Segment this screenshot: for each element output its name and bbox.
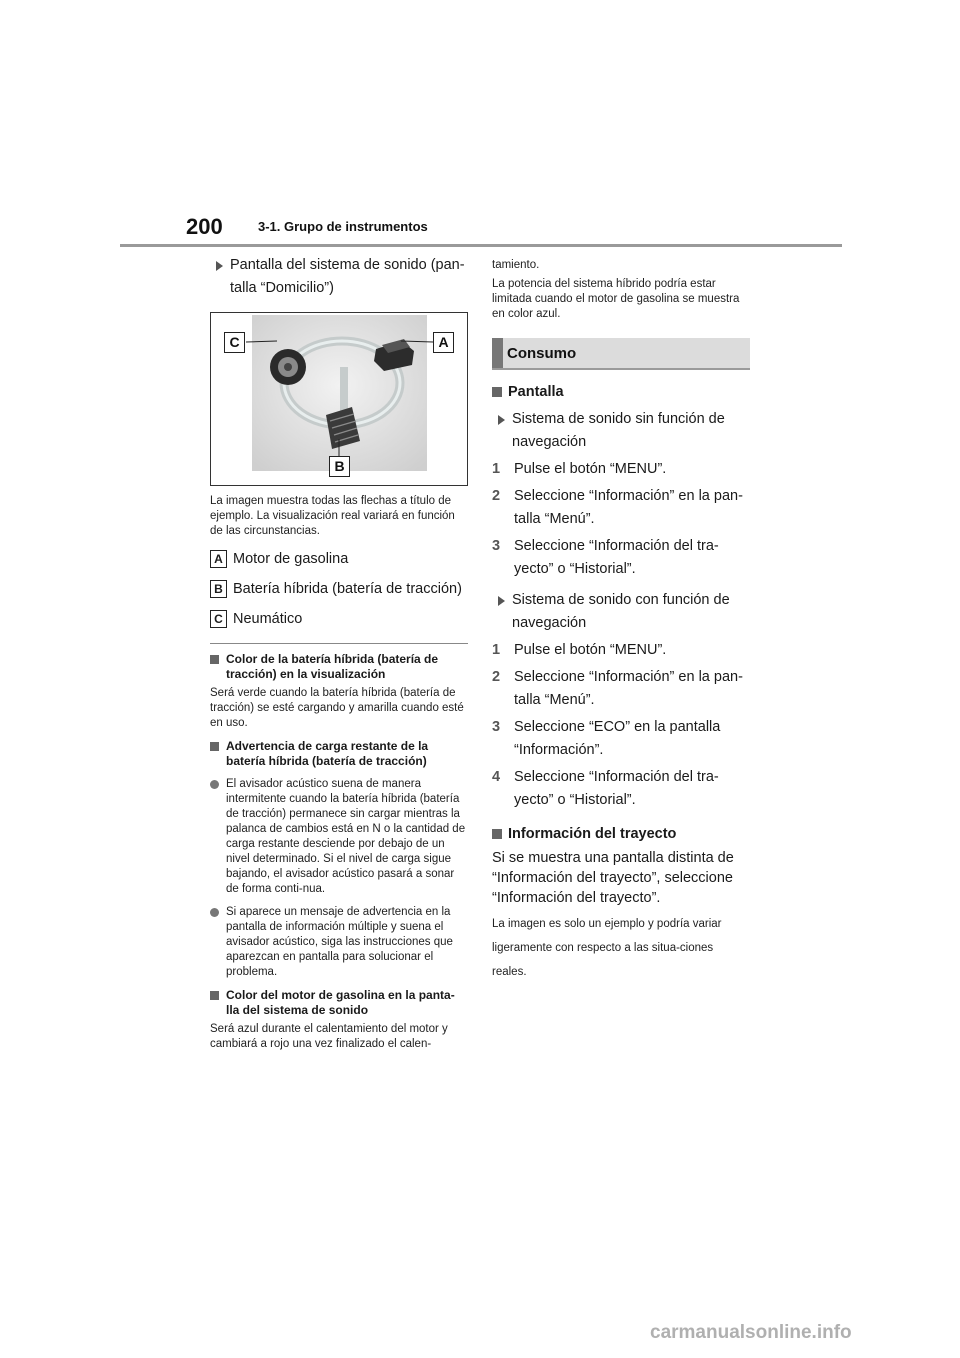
- circle-bullet-icon: [210, 908, 219, 917]
- step-number: 2: [492, 669, 501, 685]
- legend-key: B: [210, 580, 227, 598]
- legend-item-a: [210, 549, 468, 569]
- note-heading: [210, 739, 468, 769]
- legend-text: Neumático: [233, 611, 303, 627]
- arrow-icon: [498, 596, 505, 606]
- step-text: Pulse el botón “MENU”.: [514, 461, 667, 477]
- step-text: Seleccione “Información del tra-yecto” o “Historial”.: [514, 769, 719, 808]
- step-number: 1: [492, 461, 501, 477]
- nav-item-text: Sistema de sonido con función de navegación: [512, 592, 730, 631]
- step-text: Pulse el botón “MENU”.: [514, 642, 667, 658]
- intro-item: [210, 254, 468, 300]
- note-heading: [210, 652, 468, 682]
- step: [492, 766, 750, 812]
- circle-bullet-icon: [210, 780, 219, 789]
- legend-text: Motor de gasolina: [233, 551, 349, 567]
- page-number: 200: [186, 214, 223, 239]
- energy-monitor-photo: [252, 315, 427, 471]
- continued-text: tamiento.: [492, 259, 540, 271]
- legend-item-c: [210, 609, 468, 629]
- step-text: Seleccione “Información” en la pan-talla “Menú”.: [514, 488, 743, 527]
- square-bullet-icon: [210, 991, 219, 1000]
- no-nav-item: [492, 408, 750, 454]
- section-header: 3-1. Grupo de instrumentos: [258, 219, 428, 234]
- note-bullet-text: Si aparece un mensaje de advertencia en la pantalla de información múltiple y suena el avisador acústico, siga las instrucciones que aparezcan en pantalla para solucionar el problema.: [226, 906, 453, 978]
- note-body: Será verde cuando la batería híbrida (batería de tracción) se esté cargando y amarilla cuando esté en uso.: [210, 687, 464, 729]
- arrow-icon: [498, 415, 505, 425]
- legend-text: Batería híbrida (batería de tracción): [233, 581, 462, 597]
- trip-heading: [492, 824, 750, 844]
- energy-monitor-figure: [210, 312, 468, 486]
- section-divider: [210, 643, 468, 644]
- energy-flow-illustration: [252, 315, 427, 471]
- square-bullet-icon: [210, 655, 219, 664]
- callout-a: A: [433, 332, 454, 353]
- note-heading-text: Color de la batería híbrida (batería de tracción) en la visualización: [226, 652, 439, 681]
- figure-caption: La imagen muestra todas las flechas a título de ejemplo. La visualización real variará en función de las circunstancias.: [210, 495, 455, 537]
- legend-item-b: [210, 579, 468, 599]
- trip-heading-text: Información del trayecto: [508, 826, 677, 842]
- step-number: 3: [492, 538, 501, 554]
- step: [492, 535, 750, 581]
- callout-c: C: [224, 332, 245, 353]
- site-watermark: carmanualsonline.info: [650, 1322, 852, 1343]
- pantalla-heading-text: Pantalla: [508, 384, 564, 400]
- pantalla-heading: [492, 382, 750, 402]
- step-number: 1: [492, 642, 501, 658]
- callout-b: B: [329, 456, 350, 477]
- note-body: Será azul durante el calentamiento del motor y cambiará a rojo una vez finalizado el calen-: [210, 1023, 448, 1050]
- legend-key: A: [210, 550, 227, 568]
- section-tab-marker: [492, 338, 503, 368]
- limit-note: La potencia del sistema híbrido podría estar limitada cuando el motor de gasolina se muestra en color azul.: [492, 278, 740, 320]
- step-number: 3: [492, 719, 501, 735]
- note-heading-text: Advertencia de carga restante de la batería híbrida (batería de tracción): [226, 739, 429, 768]
- no-nav-item-text: Sistema de sonido sin función de navegación: [512, 411, 725, 450]
- arrow-icon: [216, 261, 223, 271]
- step: [492, 485, 750, 531]
- step-text: Seleccione “Información” en la pan-talla “Menú”.: [514, 669, 743, 708]
- note-bullet-text: El avisador acústico suena de manera intermitente cuando la batería híbrida (batería de tracción) permanece sin cargar mientras la palanca de cambios está en N o la cantidad de carga restante desciende por debajo de un nivel determinado. Si el nivel de carga sigue bajando, el avisador acústico pasará a sonar de forma conti-nua.: [226, 778, 466, 895]
- step: [492, 666, 750, 712]
- trip-note: La imagen es solo un ejemplo y podría variar ligeramente con respecto a las situa-ciones reales.: [492, 918, 722, 978]
- note-bullet: [210, 777, 468, 897]
- square-bullet-icon: [492, 829, 502, 839]
- section-title: Consumo: [507, 344, 577, 362]
- legend-key: C: [210, 610, 227, 628]
- step: [492, 639, 750, 662]
- square-bullet-icon: [210, 742, 219, 751]
- step-number: 2: [492, 488, 501, 504]
- trip-text: Si se muestra una pantalla distinta de “Información del trayecto”, seleccione “Información del trayecto”.: [492, 850, 734, 906]
- step-number: 4: [492, 769, 501, 785]
- note-bullet: [210, 905, 468, 980]
- right-column: [492, 254, 750, 984]
- header-rule: [120, 244, 842, 247]
- square-bullet-icon: [492, 387, 502, 397]
- nav-item: [492, 589, 750, 635]
- left-column: [210, 254, 468, 1052]
- note-heading-text: Color del motor de gasolina en la panta-lla del sistema de sonido: [226, 988, 455, 1017]
- step-text: Seleccione “ECO” en la pantalla “Información”.: [514, 719, 721, 758]
- step: [492, 716, 750, 762]
- step-text: Seleccione “Información del tra-yecto” o “Historial”.: [514, 538, 719, 577]
- note-heading: [210, 988, 468, 1018]
- section-title-bar: [492, 338, 750, 370]
- intro-item-text: Pantalla del sistema de sonido (pan-talla “Domicilio”): [230, 257, 465, 296]
- step: [492, 458, 750, 481]
